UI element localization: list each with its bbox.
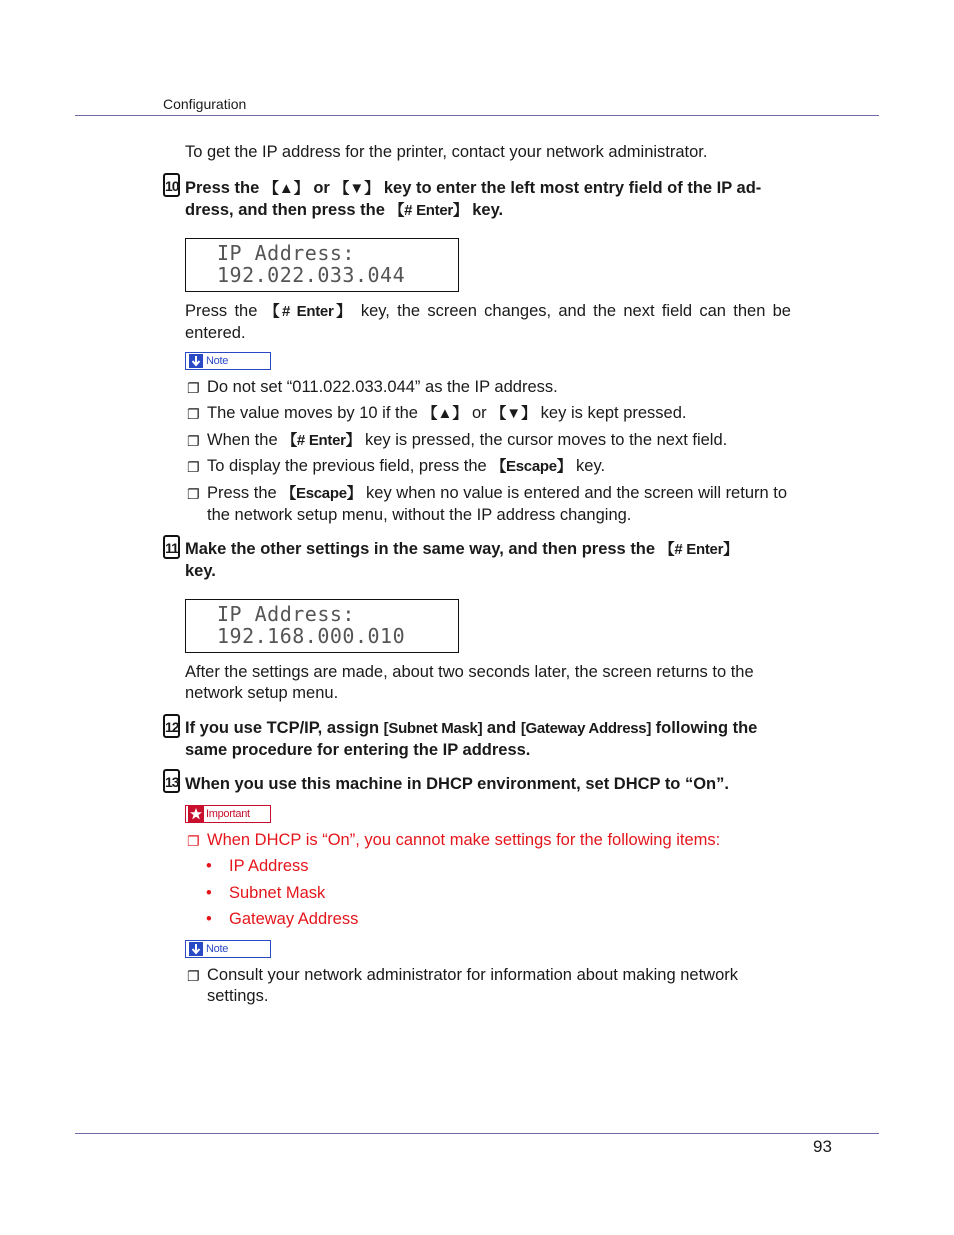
enter-key: 【# Enter】 — [659, 541, 738, 558]
note-item: ❐ Press the 【Escape】 key when no value is entered and the screen will return to the network setup menu, without the IP address changing. — [187, 484, 788, 524]
arrow-down-icon — [186, 941, 206, 957]
note-item: ❐ When the 【# Enter】 key is pressed, the cursor moves to the next field. — [185, 430, 791, 452]
step-11-result: After the settings are made, about two seconds later, the screen returns to the network setup menu. — [185, 663, 754, 702]
lcd-line-1: IP Address: — [217, 241, 355, 265]
note-item: ❐ The value moves by 10 if the 【▲】 or 【▼】 key is kept pressed. — [185, 403, 791, 425]
checkbox-icon: ❐ — [187, 406, 200, 422]
enter-key: 【# Enter】 — [389, 201, 468, 219]
down-key: 【▼】 — [334, 180, 380, 197]
important-badge: Important — [185, 805, 271, 823]
enter-key: 【# Enter】 — [264, 303, 354, 320]
note-item: ❐ Do not set “011.022.033.044” as the IP address. — [185, 377, 791, 398]
lcd-line-2: 192.168.000.010 — [217, 624, 406, 648]
note-badge-2: Note — [185, 940, 271, 958]
bullet-icon: • — [206, 884, 212, 902]
important-subitem: • Gateway Address — [206, 910, 359, 928]
page-number: 93 — [813, 1137, 832, 1156]
step-12-text: If you use TCP/IP, assign [Subnet Mask] and [Gateway Address] following the same procedure for entering the IP address. — [185, 719, 758, 759]
important-subitem: • IP Address — [206, 857, 309, 875]
checkbox-icon: ❐ — [187, 459, 200, 475]
checkbox-icon: ❐ — [187, 433, 200, 449]
step-13-text: When you use this machine in DHCP environment, set DHCP to “On”. — [185, 775, 729, 793]
intro-text: To get the IP address for the printer, contact your network administrator. — [185, 143, 708, 161]
header-rule — [75, 115, 879, 116]
note-item: ❐ To display the previous field, press the 【Escape】 key. — [185, 456, 791, 478]
section-header: Configuration — [163, 96, 247, 112]
footer-rule — [75, 1133, 879, 1134]
step-13-number: 13 — [163, 769, 180, 793]
step-10-number: 10 — [163, 173, 180, 197]
lcd-display-1 — [185, 238, 459, 292]
step-12-number: 12 — [163, 714, 180, 738]
bullet-icon: • — [206, 857, 212, 875]
checkbox-icon: ❐ — [187, 486, 200, 502]
important-item: ❐ When DHCP is “On”, you cannot make settings for the following items: — [185, 830, 791, 851]
step-10-result: Press the 【# Enter】 key, the screen changes, and the next field can then be entered. — [185, 302, 791, 342]
step-11-text: Make the other settings in the same way, and then press the 【# Enter】 key. — [185, 540, 738, 580]
checkbox-icon: ❐ — [187, 380, 200, 396]
lcd-display-2 — [185, 599, 459, 653]
bullet-icon: • — [206, 910, 212, 928]
checkbox-icon: ❐ — [187, 968, 200, 984]
arrow-down-icon — [186, 353, 206, 369]
note-item: ❐ Consult your network administrator for information about making network settings. — [187, 966, 738, 1005]
step-11-number: 11 — [163, 535, 180, 559]
important-subitem: • Subnet Mask — [206, 884, 326, 902]
step-10-text: Press the 【▲】 or 【▼】 key to enter the left most entry field of the IP ad- dress, and then press the 【# Enter】 key. — [185, 179, 762, 219]
lcd-line-2: 192.022.033.044 — [217, 263, 406, 287]
note-badge-1: Note — [185, 352, 271, 370]
up-key: 【▲】 — [263, 180, 309, 197]
checkbox-icon: ❐ — [187, 833, 200, 849]
lcd-line-1: IP Address: — [217, 602, 355, 626]
star-icon — [186, 806, 206, 822]
